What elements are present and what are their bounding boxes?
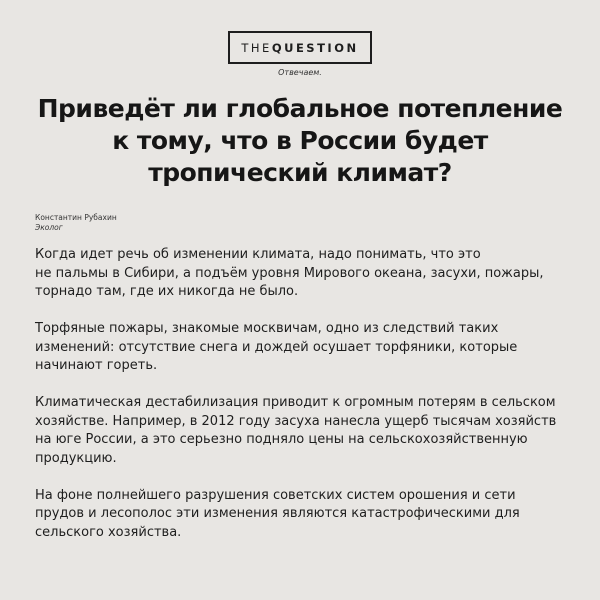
answer-paragraph <box>35 246 585 302</box>
title-line: тропический климат? <box>148 158 452 187</box>
text-line: торнадо там, где их никогда не было. <box>35 284 299 299</box>
text-line: не пальмы в Сибири, а подъём уровня Мирового океана, засухи, пожары, <box>35 265 544 281</box>
thequestion-logo <box>228 31 372 64</box>
title-line: к тому, что в России будет <box>112 126 488 155</box>
text-line: Когда идет речь об изменении климата, надо понимать, что это <box>35 247 481 262</box>
text-line: продукцию. <box>35 450 117 466</box>
text-line: начинают гореть. <box>35 358 158 373</box>
author-name: Константин Рубахин <box>35 213 117 222</box>
text-line: Климатическая дестабилизация приводит к огромным потерям в сельском <box>35 395 556 410</box>
logo-the-text: THE <box>241 40 272 55</box>
question-title <box>20 93 580 189</box>
text-line: на юге России, а это серьезно подняло цены на сельскохозяйственную <box>35 432 528 447</box>
text-line: Торфяные пожары, знакомые москвичам, одно из следствий таких <box>35 321 499 336</box>
answer-paragraph <box>35 394 585 468</box>
header <box>0 31 600 77</box>
text-line: На фоне полнейшего разрушения советских систем орошения и сети <box>35 487 516 503</box>
logo-question-text: QUESTION <box>271 40 359 55</box>
title-line: Приведёт ли глобальное потепление <box>37 94 563 123</box>
answer-paragraph <box>35 320 585 376</box>
author-role: Эколог <box>35 223 63 232</box>
text-line: сельского хозяйства. <box>35 524 182 540</box>
text-line: прудов и лесополос эти изменения являются катастрофическими для <box>35 506 520 521</box>
tagline: Отвечаем. <box>278 68 322 77</box>
author-block <box>35 213 117 233</box>
text-line: хозяйстве. Например, в 2012 году засуха нанесла ущерб тысячам хозяйств <box>35 413 557 429</box>
answer-paragraph <box>35 487 585 543</box>
answer-body <box>35 246 585 561</box>
text-line: изменений: отсутствие снега и дождей осушает торфяники, которые <box>35 339 518 355</box>
